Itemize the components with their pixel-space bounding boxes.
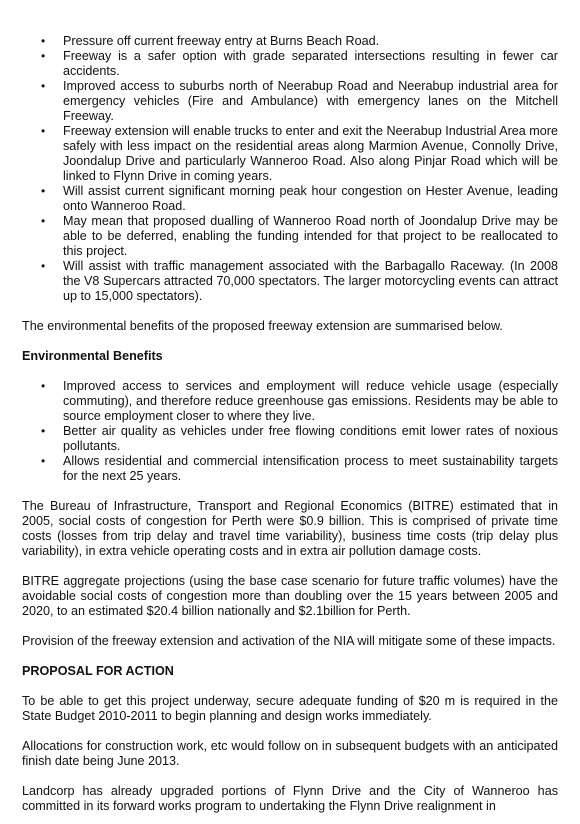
list-item-text: Allows residential and commercial intensification process to meet sustainability targets for the next 25 years.	[63, 454, 558, 483]
list-item-text: Will assist current significant morning peak hour congestion on Hester Avenue, leading onto Wanneroo Road.	[63, 184, 558, 213]
list-item-text: May mean that proposed dualling of Wanneroo Road north of Joondalup Drive may be able to be deferred, enabling the funding intended for that project to be reallocated to this project.	[63, 214, 558, 258]
env-benefits-list	[22, 379, 558, 484]
bullet-icon: •	[41, 124, 46, 138]
list-item	[22, 49, 558, 79]
list-item-text: Freeway extension will enable trucks to enter and exit the Neerabup Industrial Area more safely with less impact on the residential areas along Marmion Avenue, Connolly Drive, Joondalup Drive and particularly Wanneroo Road. Also along Pinjar Road which will be linked to Flynn Drive in coming years.	[63, 124, 558, 183]
list-item	[22, 454, 558, 484]
bitre-paragraph-2: BITRE aggregate projections (using the base case scenario for future traffic volumes) have the avoidable social costs of congestion more than doubling over the 15 years between 2005 and 2020, to an estimated $20.4 billion nationally and $2.1billion for Perth.	[22, 574, 558, 618]
bullet-icon: •	[41, 34, 46, 48]
bullet-icon: •	[41, 184, 46, 198]
proposal-paragraph-2: Allocations for construction work, etc would follow on in subsequent budgets with an anticipated finish date being June 2013.	[22, 739, 558, 768]
list-item-text: Freeway is a safer option with grade separated intersections resulting in fewer car accidents.	[63, 49, 558, 78]
proposal-heading: PROPOSAL FOR ACTION	[22, 664, 174, 678]
env-heading: Environmental Benefits	[22, 349, 163, 363]
bullet-icon: •	[41, 379, 46, 393]
bullet-icon: •	[41, 49, 46, 63]
proposal-paragraph-1: To be able to get this project underway, secure adequate funding of $20 m is required in the State Budget 2010-2011 to begin planning and design works immediately.	[22, 694, 558, 723]
list-item	[22, 184, 558, 214]
nia-paragraph: Provision of the freeway extension and activation of the NIA will mitigate some of these impacts.	[22, 634, 556, 648]
list-item-text: Improved access to suburbs north of Neerabup Road and Neerabup industrial area for emergency vehicles (Fire and Ambulance) with emergency lanes on the Mitchell Freeway.	[63, 79, 558, 123]
bitre-paragraph-1: The Bureau of Infrastructure, Transport and Regional Economics (BITRE) estimated that in 2005, social costs of congestion for Perth were $0.9 billion. This is comprised of private time costs (losses from trip delay and travel time variability), business time costs (trip delay plus variability), in extra vehicle operating costs and in extra air pollution damage costs.	[22, 499, 558, 558]
bullet-icon: •	[41, 259, 46, 273]
list-item	[22, 34, 558, 49]
list-item-text: Pressure off current freeway entry at Burns Beach Road.	[63, 34, 380, 48]
list-item	[22, 214, 558, 259]
bullet-icon: •	[41, 454, 46, 468]
list-item	[22, 124, 558, 184]
bullet-icon: •	[41, 424, 46, 438]
list-item	[22, 424, 558, 454]
list-item-text: Improved access to services and employment will reduce vehicle usage (especially commuting), and therefore reduce greenhouse gas emissions. Residents may be able to source employment closer to where they live.	[63, 379, 558, 423]
benefits-list	[22, 34, 558, 304]
proposal-paragraph-3: Landcorp has already upgraded portions of Flynn Drive and the City of Wanneroo has committed in its forward works program to undertaking the Flynn Drive realignment in	[22, 784, 558, 813]
env-intro-paragraph: The environmental benefits of the proposed freeway extension are summarised below.	[22, 319, 503, 333]
list-item-text: Will assist with traffic management associated with the Barbagallo Raceway. (In 2008 the V8 Supercars attracted 70,000 spectators. The larger motorcycling events can attract up to 15,000 spectators).	[63, 259, 558, 303]
bullet-icon: •	[41, 79, 46, 93]
list-item-text: Better air quality as vehicles under free flowing conditions emit lower rates of noxious pollutants.	[63, 424, 558, 453]
list-item	[22, 79, 558, 124]
list-item	[22, 379, 558, 424]
bullet-icon: •	[41, 214, 46, 228]
list-item	[22, 259, 558, 304]
